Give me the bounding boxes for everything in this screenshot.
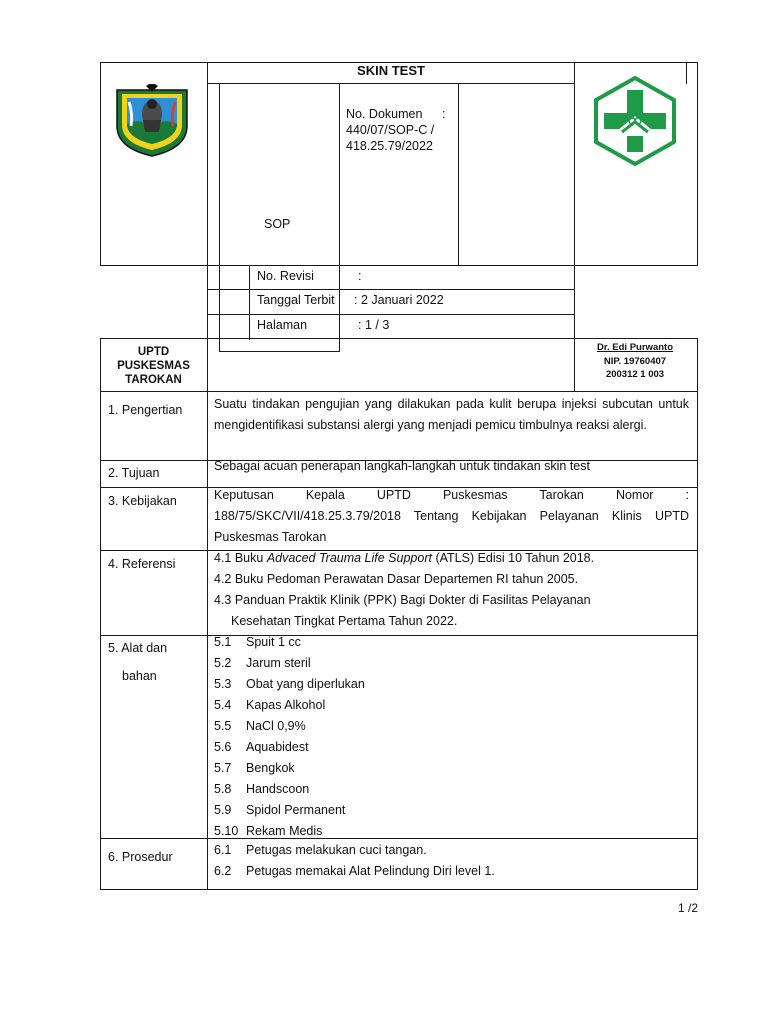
list-item: 5.1 Spuit 1 cc <box>214 635 301 649</box>
referensi-item-2: 4.2 Buku Pedoman Perawatan Dasar Departemen RI tahun 2005. <box>214 572 579 586</box>
signer-nip-2: 200312 1 003 <box>605 369 665 380</box>
page-number: 1 /2 <box>677 901 698 915</box>
list-item: 5.8 Handscoon <box>214 782 310 796</box>
regency-crest-logo <box>113 84 191 158</box>
no-dokumen-colon: : <box>442 107 446 121</box>
alat-label-line-1: 5. Alat dan <box>108 641 168 655</box>
alat-label-line-2: bahan <box>122 669 157 683</box>
org-name <box>100 345 207 387</box>
pengertian-label: 1. Pengertian <box>108 403 183 417</box>
kebijakan-text: Keputusan Kepala UPTD Puskesmas Tarokan Nomor : 188/75/SKC/VII/418.25.3.79/2018 Tentang Kebijakan Pelayanan Klinis UPTD Puskesmas Tarokan <box>214 488 689 544</box>
referensi-label: 4. Referensi <box>108 557 176 571</box>
signer-name: Dr. Edi Purwanto <box>596 342 673 353</box>
list-item: 5.7 Bengkok <box>214 761 295 775</box>
no-dokumen-label: No. Dokumen <box>346 107 423 121</box>
sop-label: SOP <box>264 217 291 231</box>
tanggal-terbit-value: : 2 Januari 2022 <box>354 293 444 307</box>
no-dokumen-value-2: 418.25.79/2022 <box>346 139 433 153</box>
puskesmas-logo <box>590 76 680 166</box>
no-revisi-label: No. Revisi <box>257 269 314 283</box>
org-line-2: PUSKESMAS <box>117 360 190 372</box>
list-item: 5.4 Kapas Alkohol <box>214 698 326 712</box>
org-line-1: UPTD <box>137 346 170 358</box>
kebijakan-label: 3. Kebijakan <box>108 494 177 508</box>
tanggal-terbit-label: Tanggal Terbit <box>257 293 335 307</box>
referensi-item-3-cont: Kesehatan Tingkat Pertama Tahun 2022. <box>231 614 458 628</box>
pengertian-text: Suatu tindakan pengujian yang dilakukan pada kulit berupa injeksi subcutan untuk mengidentifikasi substansi alergi yang menjadi pemicu timbulnya reaksi alergi. <box>214 397 689 432</box>
halaman-label: Halaman <box>257 318 308 332</box>
referensi-list <box>214 548 689 632</box>
no-dokumen-value-1: 440/07/SOP-C / <box>346 123 435 137</box>
list-item: 5.2 Jarum steril <box>214 656 311 670</box>
referensi-item-3: 4.3 Panduan Praktik Klinik (PPK) Bagi Dokter di Fasilitas Pelayanan <box>214 593 591 607</box>
alat-label <box>108 638 167 687</box>
sop-header <box>0 0 768 360</box>
list-item: 5.6 Aquabidest <box>214 740 309 754</box>
list-item: 5.3 Obat yang diperlukan <box>214 677 365 691</box>
signer-nip-1: NIP. 19760407 <box>603 355 667 367</box>
no-revisi-value: : <box>358 269 362 283</box>
prosedur-list <box>214 840 689 882</box>
document-title: SKIN TEST <box>357 63 425 78</box>
list-item: 6.2 Petugas memakai Alat Pelindung Diri level 1. <box>214 864 495 878</box>
list-item: 5.5 NaCl 0,9% <box>214 719 306 733</box>
referensi-item-1: 4.1 Buku Advaced Trauma Life Support (ATLS) Edisi 10 Tahun 2018. <box>214 551 595 565</box>
no-dokumen-block <box>346 106 454 154</box>
tujuan-label: 2. Tujuan <box>108 466 160 480</box>
halaman-value: : 1 / 3 <box>358 318 390 332</box>
list-item: 5.9 Spidol Permanent <box>214 803 346 817</box>
prosedur-label: 6. Prosedur <box>108 850 173 864</box>
org-line-3: TAROKAN <box>125 374 182 386</box>
tujuan-text: Sebagai acuan penerapan langkah-langkah untuk tindakan skin test <box>214 459 590 473</box>
list-item: 6.1 Petugas melakukan cuci tangan. <box>214 843 427 857</box>
alat-list <box>214 632 689 842</box>
list-item: 5.10 Rekam Medis <box>214 824 323 838</box>
signer-block <box>576 341 694 382</box>
